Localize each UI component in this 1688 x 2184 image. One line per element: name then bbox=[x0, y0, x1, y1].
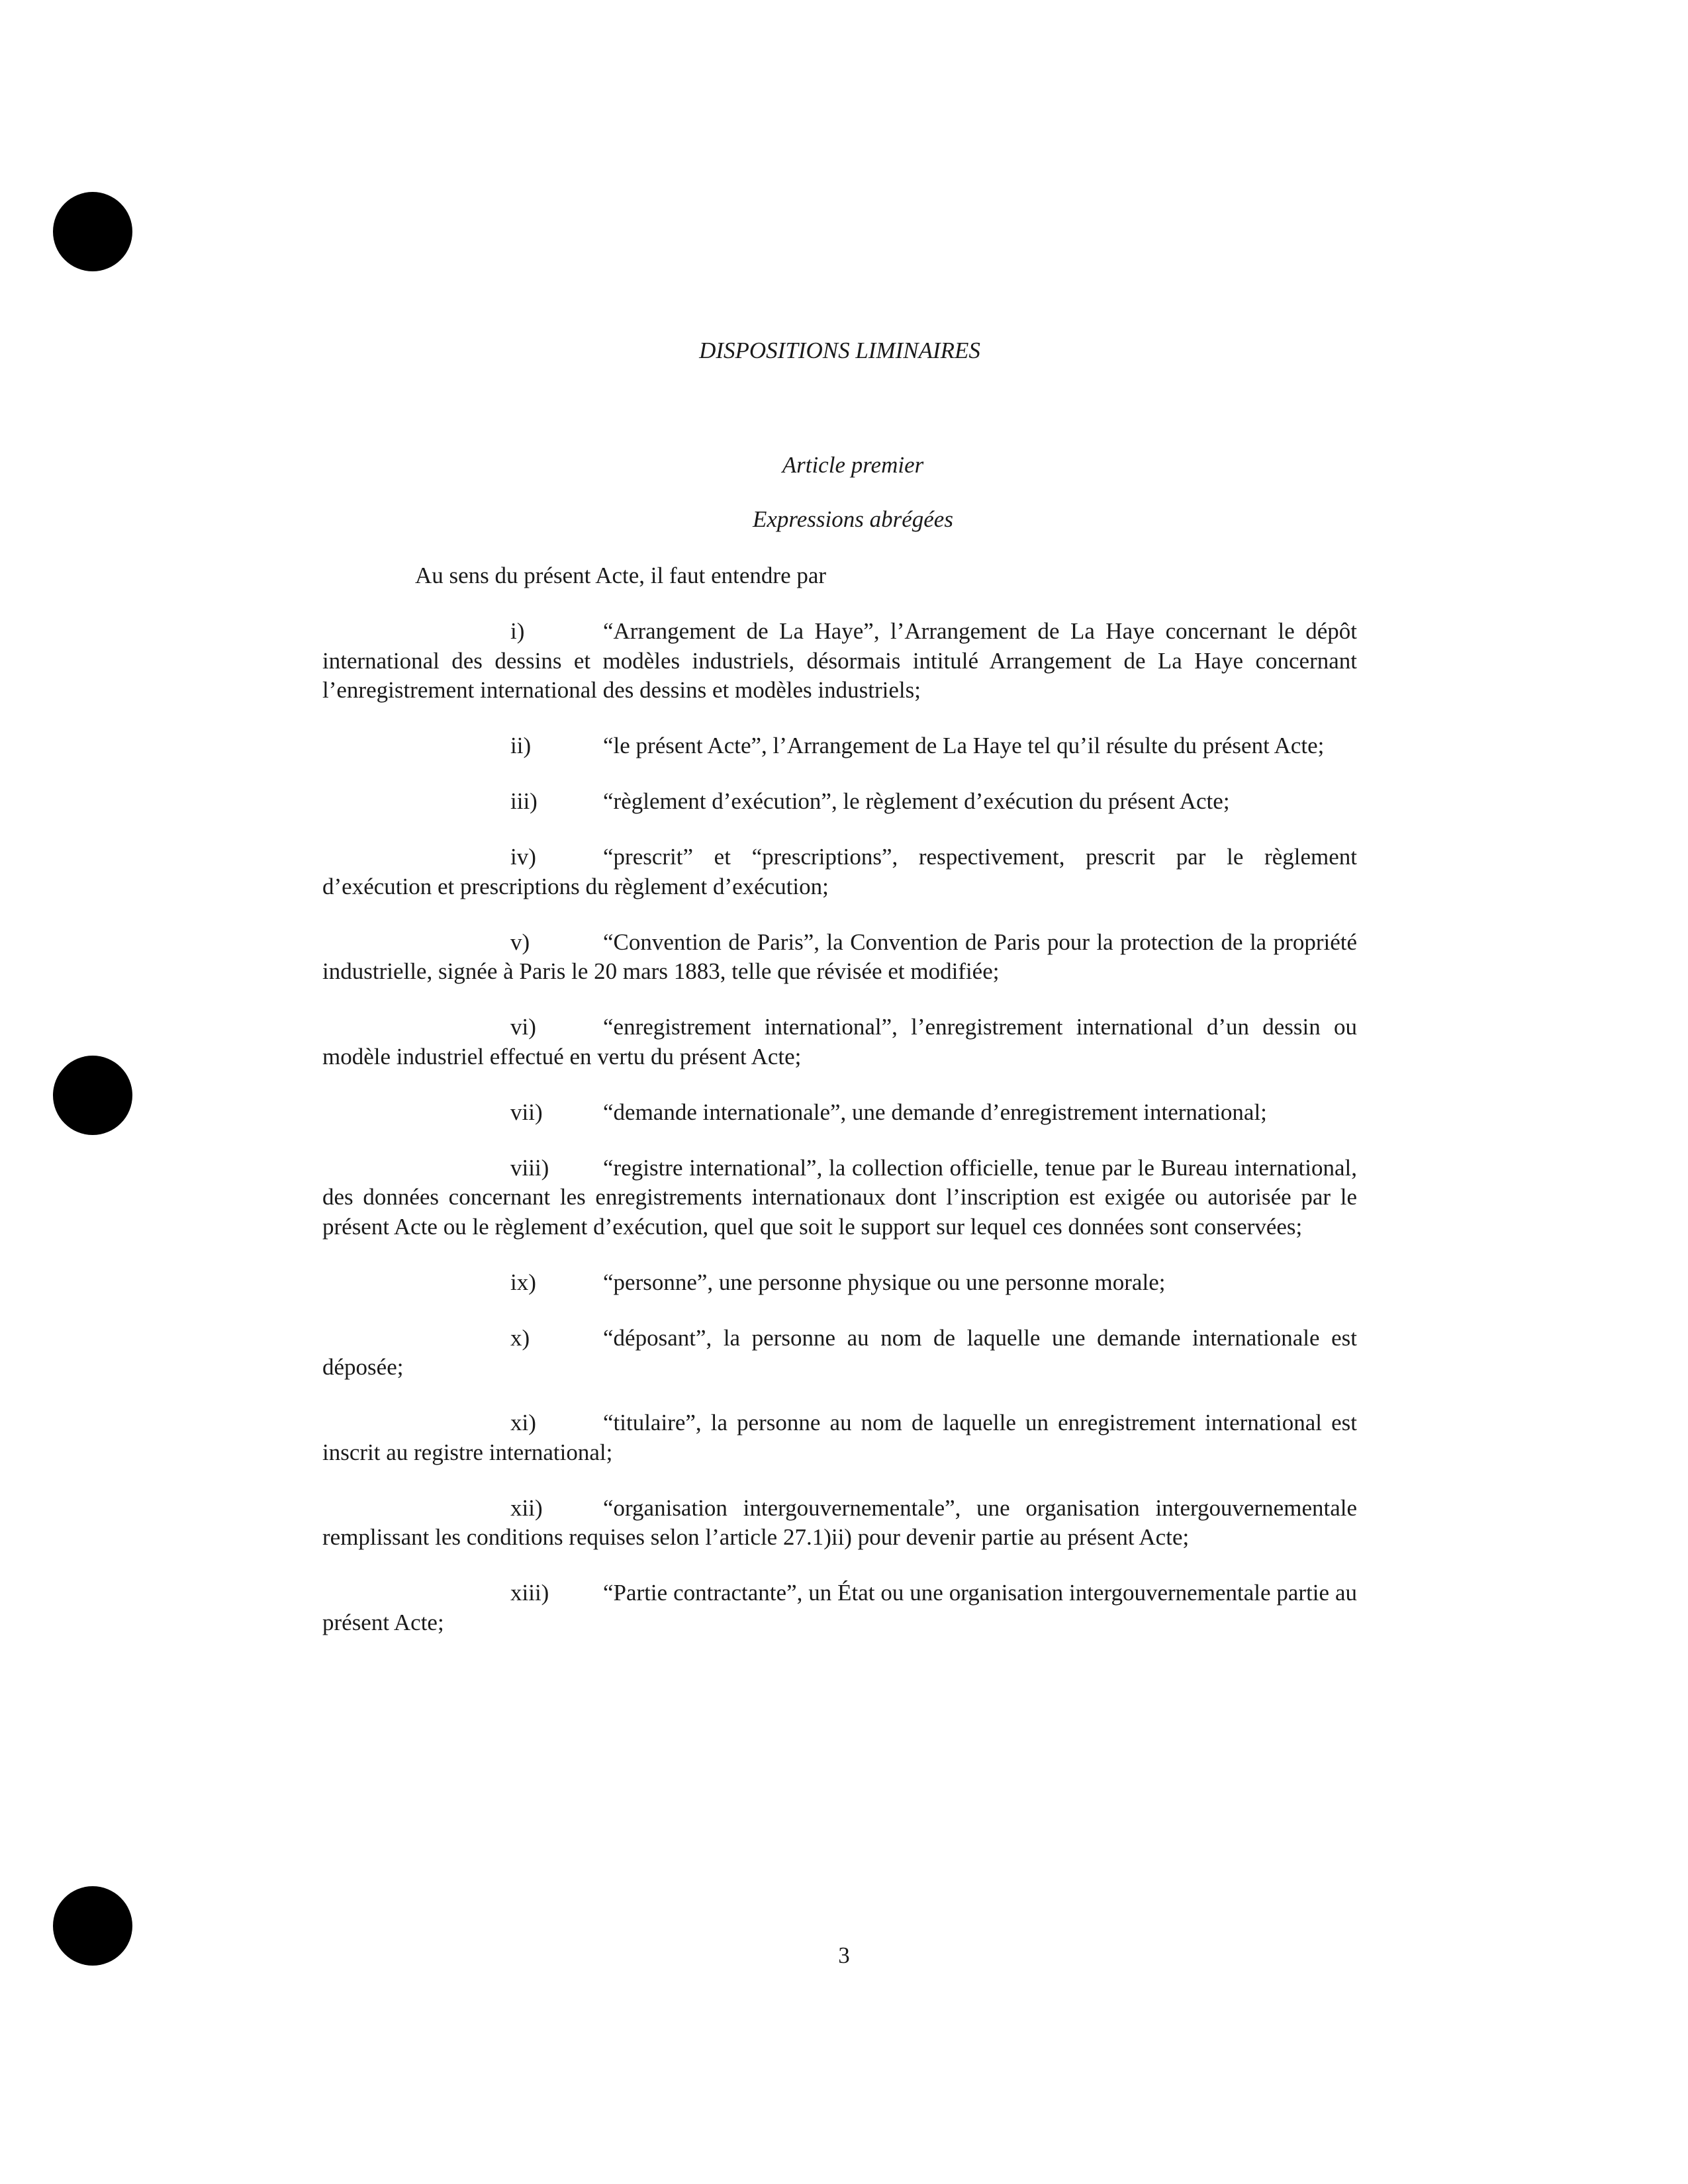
article-title: Article premier bbox=[782, 452, 924, 478]
definition-text: “déposant”, la personne au nom de laquelle une demande internationale est déposée; bbox=[322, 1324, 1357, 1380]
definition-item bbox=[322, 1098, 1357, 1128]
definition-item bbox=[322, 1494, 1357, 1553]
definition-number: iv) bbox=[510, 844, 536, 870]
definition-number: xii) bbox=[510, 1494, 543, 1521]
definition-text: “règlement d’exécution”, le règlement d’exécution du présent Acte; bbox=[603, 788, 1230, 814]
definition-number: vi) bbox=[510, 1014, 536, 1040]
definition-number: vii) bbox=[510, 1099, 543, 1125]
punch-hole bbox=[53, 1056, 132, 1135]
definition-item bbox=[322, 1154, 1357, 1242]
definition-item bbox=[322, 787, 1357, 817]
intro-paragraph: Au sens du présent Acte, il faut entendre par bbox=[415, 563, 827, 588]
definition-text: “Arrangement de La Haye”, l’Arrangement de La Haye concernant le dépôt international des dessins et modèles industriels, désormais intitulé Arrangement de La Haye concernant l’enregistrement international des dessins et modèles industriels; bbox=[322, 618, 1357, 703]
definition-text: “personne”, une personne physique ou une personne morale; bbox=[603, 1269, 1166, 1295]
definition-text: “enregistrement international”, l’enregistrement international d’un dessin ou modèle industriel effectué en vertu du présent Acte; bbox=[322, 1014, 1357, 1069]
page-number: 3 bbox=[838, 1942, 850, 1968]
definition-text: “organisation intergouvernementale”, une organisation intergouvernementale remplissant les conditions requises selon l’article 27.1)ii) pour devenir partie au présent Acte; bbox=[322, 1494, 1357, 1550]
definition-number: x) bbox=[510, 1324, 530, 1351]
definition-item bbox=[322, 731, 1357, 761]
definition-number: xiii) bbox=[510, 1580, 549, 1606]
section-title: DISPOSITIONS LIMINAIRES bbox=[699, 338, 980, 363]
definition-number: ii) bbox=[510, 733, 532, 758]
definition-text: “titulaire”, la personne au nom de laquelle un enregistrement international est inscrit au registre international; bbox=[322, 1410, 1357, 1465]
definition-number: viii) bbox=[510, 1154, 549, 1181]
article-subtitle: Expressions abrégées bbox=[753, 506, 953, 532]
definition-text: “prescrit” et “prescriptions”, respectivement, prescrit par le règlement d’exécution et prescriptions du règlement d’exécution; bbox=[322, 844, 1357, 899]
definition-number: iii) bbox=[510, 788, 538, 814]
definition-text: “demande internationale”, une demande d’enregistrement international; bbox=[603, 1099, 1267, 1125]
definition-item bbox=[322, 842, 1357, 901]
definition-number: v) bbox=[510, 929, 530, 955]
definition-item bbox=[322, 1324, 1357, 1383]
definitions-list bbox=[322, 617, 1357, 1664]
definition-item bbox=[322, 928, 1357, 987]
definition-text: “Convention de Paris”, la Convention de Paris pour la protection de la propriété industrielle, signée à Paris le 20 mars 1883, telle que révisée et modifiée; bbox=[322, 929, 1357, 984]
definition-item bbox=[322, 1408, 1357, 1467]
punch-hole bbox=[53, 192, 132, 271]
definition-item bbox=[322, 1268, 1357, 1298]
definition-item bbox=[322, 1013, 1357, 1071]
definition-number: i) bbox=[510, 618, 525, 644]
definition-item bbox=[322, 1578, 1357, 1637]
definition-text: “Partie contractante”, un État ou une organisation intergouvernementale partie au présent Acte; bbox=[322, 1580, 1357, 1635]
definition-number: xi) bbox=[510, 1410, 536, 1435]
definition-text: “registre international”, la collection officielle, tenue par le Bureau international, des données concernant les enregistrements internationaux dont l’inscription est exigée ou autorisée par le présent Acte ou le règlement d’exécution, quel que soit le support sur lequel ces données sont conservées; bbox=[322, 1154, 1357, 1240]
definition-item bbox=[322, 617, 1357, 705]
definition-number: ix) bbox=[510, 1269, 536, 1295]
definition-text: “le présent Acte”, l’Arrangement de La Haye tel qu’il résulte du présent Acte; bbox=[603, 733, 1325, 758]
